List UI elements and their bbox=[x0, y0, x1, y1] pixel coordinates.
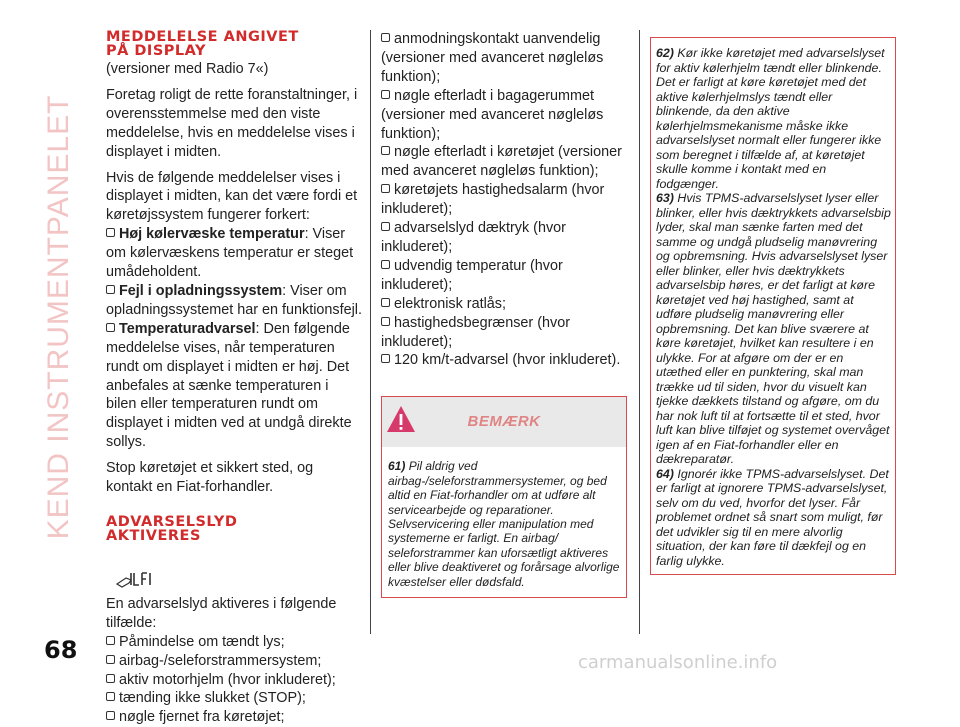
list-item: Fejl i opladningssystem: Viser om opladningssystemet har en funktionsfejl. bbox=[106, 282, 362, 318]
list-item: elektronisk ratlås; bbox=[381, 295, 627, 314]
note-box-header bbox=[382, 397, 626, 447]
note-box-title: BEMÆRK bbox=[467, 413, 541, 431]
list-item: hastighedsbegrænser (hvor inkluderet); bbox=[381, 314, 570, 350]
reference-icon bbox=[116, 569, 362, 589]
footnote: 64) Ignorér ikke TPMS-advarselslyset. Det er farligt at ignorere TPMS-advarselslyset, selv om du ved, hvorfor det lyser. Får problemet ordnet så snart som muligt, før det udvikler sig til en mere alvorlig situation, der kan føre til dækfejl og en farlig ulykke. bbox=[656, 466, 889, 568]
bullet-square-icon bbox=[106, 285, 115, 294]
section-heading: MEDDELELSE ANGIVET PÅ DISPLAY bbox=[106, 29, 299, 59]
list-item: airbag-/seleforstrammersystem; bbox=[106, 652, 362, 671]
paragraph: En advarselslyd aktiveres i følgende tilfælde: bbox=[106, 595, 337, 631]
list-item: tænding ikke slukket (STOP); bbox=[106, 689, 362, 708]
column-1 bbox=[106, 30, 362, 727]
list-item: 120 km/t-advarsel (hvor inkluderet). bbox=[381, 351, 627, 370]
footnote: 61) Pil aldrig ved airbag-/seleforstrammersystemer, og bed altid en Fiat-forhandler om at udføre alt servicearbejde og reparationer. Selvservicering eller manipulation med systemerne er farligt. En airbag/ seleforstrammer kan uforsætligt aktiveres eller blive deaktiveret og forårsage alvorlige kvæstelser eller dødsfald. bbox=[388, 459, 620, 589]
bullet-square-icon bbox=[381, 184, 390, 193]
section-heading: ADVARSELSLYD AKTIVERES bbox=[106, 513, 238, 544]
column-divider bbox=[370, 30, 371, 634]
bullet-square-icon bbox=[381, 260, 390, 269]
section-subtitle: (versioner med Radio 7«) bbox=[106, 61, 269, 77]
bullet-square-icon bbox=[106, 323, 115, 332]
list-item: aktiv motorhjelm (hvor inkluderet); bbox=[106, 671, 362, 690]
paragraph: Stop køretøjet et sikkert sted, og kontakt en Fiat-forhandler. bbox=[106, 460, 314, 496]
bullet-square-icon bbox=[381, 317, 390, 326]
column-2 bbox=[381, 30, 627, 598]
bullet-square-icon bbox=[381, 354, 390, 363]
note-box-body bbox=[382, 447, 626, 597]
list-item: udvendig temperatur (hvor inkluderet); bbox=[381, 257, 563, 293]
footnote: 63) Hvis TPMS-advarselslyset lyser eller blinker, eller hvis dæktrykkets advarselsbip lyder, skal man sænke farten med det samme og undgå pludselig manøvrering og opbremsning. Hvis advarselslyset lyser eller blinker, eller hvis dæktrykkets advarselsbip høres, er det farligt at køre køretøjet ved høj hastighed, samt at udføre pludselig manøvrering eller opbremsning. Det kan blive sværere at køre køretøjet, hvilket kan resultere i en ulykke. For at afgøre om der er en utæthed eller en punktering, skal man trække ud til siden, hvor du visuelt kan tjekke dækkets tilstand og afgøre, om du har nok luft til at fortsætte til et sted, hvor luft kan blive tilføjet og systemet overvåget igen af en Fiat-forhandler eller en dækreparatør. bbox=[656, 191, 891, 466]
column-divider bbox=[639, 30, 640, 634]
list-item: anmodningskontakt uanvendelig (versioner med avanceret nøgleløs funktion); bbox=[381, 31, 604, 85]
warning-notes-box bbox=[650, 37, 896, 575]
paragraph: Foretag roligt de rette foranstaltninger, i overensstemmelse med den viste meddelelse, hvis en meddelelse vises i displayet i midten. bbox=[106, 86, 358, 160]
bullet-square-icon bbox=[381, 222, 390, 231]
bullet-square-icon bbox=[106, 228, 115, 237]
list-item: advarselslyd dæktryk (hvor inkluderet); bbox=[381, 220, 566, 255]
bullet-square-icon bbox=[106, 636, 115, 645]
bullet-square-icon bbox=[381, 146, 390, 155]
watermark: carmanualsonline.info bbox=[578, 652, 778, 673]
hand-pointer-icon bbox=[116, 569, 156, 589]
bullet-square-icon bbox=[381, 90, 390, 99]
column-3 bbox=[650, 30, 896, 575]
list-item: Påmindelse om tændt lys; bbox=[106, 633, 362, 652]
bullet-square-icon bbox=[381, 33, 390, 42]
bullet-square-icon bbox=[381, 298, 390, 307]
list-item: Høj kølervæske temperatur: Viser om kølervæskens temperatur er steget umådeholdent. bbox=[106, 226, 354, 281]
list-item: nøgle efterladt i køretøjet (versioner med avanceret nøgleløs funktion); bbox=[381, 144, 622, 180]
list-item: Temperaturadvarsel: Den følgende meddelelse vises, når temperaturen rundt om displayet i midten er høj. Det anbefales at sænke temperaturen i bilen eller temperaturen rundt om displayet i midten ved at undgå direkte sollys. bbox=[106, 320, 352, 451]
note-box bbox=[381, 396, 627, 598]
paragraph: Hvis de følgende meddelelser vises i displayet i midten, kan det være fordi et køretøjssystem fungerer forkert: bbox=[106, 169, 358, 224]
bullet-square-icon bbox=[106, 655, 115, 664]
page-number: 68 bbox=[44, 636, 78, 664]
list-item: køretøjets hastighedsalarm (hvor inkluderet); bbox=[381, 182, 605, 218]
side-chapter-title: KEND INSTRUMENTPANELET bbox=[42, 94, 75, 540]
bullet-square-icon bbox=[106, 674, 115, 683]
bullet-square-icon bbox=[106, 692, 115, 701]
footnote: 62) Kør ikke køretøjet med advarselslyset for aktiv kølerhjelm tændt eller blinkende. Det er farligt at køre køretøjet med det aktive kølerhjelmslys tændt eller blinkende, da den aktive kølerhjelmsmekanisme måske ikke advarselslyset normalt eller fungerer ikke som beregnet i tilfælde af, at køretøjet skulle komme i kontakt med en fodgænger. bbox=[656, 46, 885, 191]
list-item: nøgle efterladt i bagagerummet (versioner med avanceret nøgleløs funktion); bbox=[381, 87, 604, 142]
list-item: nøgle fjernet fra køretøjet; bbox=[106, 708, 362, 727]
bullet-square-icon bbox=[106, 711, 115, 720]
